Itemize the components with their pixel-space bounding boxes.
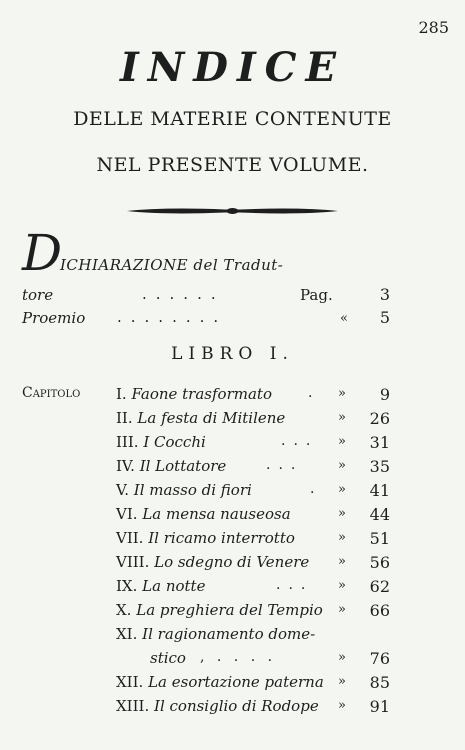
leader-dots: ... [281,433,319,449]
chapter-numeral: XI. [116,625,138,643]
chapter-page: 62 [369,577,390,596]
list-item [116,625,390,645]
chapter-mark: » [338,482,346,497]
section-heading: LIBRO I. [171,344,294,364]
leader-dots: . [310,481,323,497]
list-item [116,385,390,405]
chapter-mark: » [338,698,346,713]
chapter-title: Lo sdegno di Venere [154,553,310,571]
chapter-numeral: X. [116,601,132,619]
chapter-title: I Cocchi [143,433,206,451]
chapter-title: La esortazione paterna [148,673,324,691]
chapter-page: 26 [369,409,390,428]
chapter-numeral: IX. [116,577,138,595]
subtitle-line-1: DELLE MATERIE CONTENUTE [73,108,392,130]
chapter-title: Il Lottatore [139,457,227,475]
chapter-page: 76 [369,649,390,668]
ornament-rule [125,204,340,218]
chapter-mark: » [338,554,346,569]
page-title: INDICE [120,44,345,91]
chapter-page: 35 [369,457,390,476]
chapter-title: Il ricamo interrotto [148,529,295,547]
chapter-title: La mensa nauseosa [142,505,291,523]
subtitle-line-2: NEL PRESENTE VOLUME. [96,154,369,176]
leader-dots: . [308,385,321,401]
list-item [116,553,390,573]
chapter-mark: » [338,674,346,689]
chapter-page: 41 [369,481,390,500]
chapter-numeral: V. [116,481,129,499]
chapter-page: 85 [369,673,390,692]
chapter-title: La notte [142,577,206,595]
dichiarazione-line-1: ICHIARAZIONE del Tradut- [60,256,284,274]
proemio-page: 5 [379,308,390,327]
chapter-title: stico [150,649,186,667]
list-item [116,409,390,429]
chapter-mark: » [338,578,346,593]
chapter-mark: » [338,434,346,449]
chapter-mark: » [338,602,346,617]
chapter-numeral: VII. [116,529,144,547]
chapter-numeral: VIII. [116,553,150,571]
pag-label: Pag. [300,286,333,304]
leader-dots: ... [266,457,304,473]
chapter-title: Il consiglio di Rodope [154,697,319,715]
chapter-page: 31 [369,433,390,452]
leader-dots: ... [276,577,314,593]
list-item [116,529,390,549]
chapter-mark: » [338,506,346,521]
list-item [116,577,390,597]
chapter-numeral: XIII. [116,697,150,715]
chapter-page: 66 [369,601,390,620]
chapter-title: Il ragionamento dome- [142,625,316,643]
list-item [116,481,390,501]
list-item [116,601,390,621]
chapter-title: Il masso di fiori [133,481,252,499]
leader-dots: ........ [117,308,228,326]
list-item [116,697,390,717]
chapter-page: 91 [369,697,390,716]
capitolo-label: Capitolo [22,385,81,401]
proemio-label: Proemio [22,309,86,327]
list-item [116,433,390,453]
chapter-numeral: VI. [116,505,138,523]
proemio-mark: « [340,311,348,326]
chapter-numeral: II. [116,409,133,427]
drop-cap: D [22,224,63,282]
chapter-page: 56 [369,553,390,572]
chapter-mark: » [338,386,346,401]
leader-dots: , . . . . [200,649,277,665]
list-item [116,505,390,525]
chapter-numeral: IV. [116,457,135,475]
chapter-title: La preghiera del Tempio [136,601,323,619]
dichiarazione-line-2: tore [22,286,54,304]
chapter-numeral: III. [116,433,139,451]
page-number: 285 [418,18,449,37]
list-item [116,457,390,477]
chapter-numeral: I. [116,385,127,403]
dichiarazione-page: 3 [379,285,390,304]
chapter-mark: » [338,650,346,665]
chapter-title: Faone trasformato [131,385,272,403]
list-item [150,649,390,669]
chapter-page: 9 [379,385,390,404]
list-item [116,673,390,693]
chapter-mark: » [338,458,346,473]
chapter-mark: » [338,530,346,545]
chapter-title: La festa di Mitilene [137,409,286,427]
chapter-page: 51 [369,529,390,548]
leader-dots: ...... [142,285,225,303]
chapter-mark: » [338,410,346,425]
chapter-numeral: XII. [116,673,144,691]
chapter-page: 44 [369,505,390,524]
